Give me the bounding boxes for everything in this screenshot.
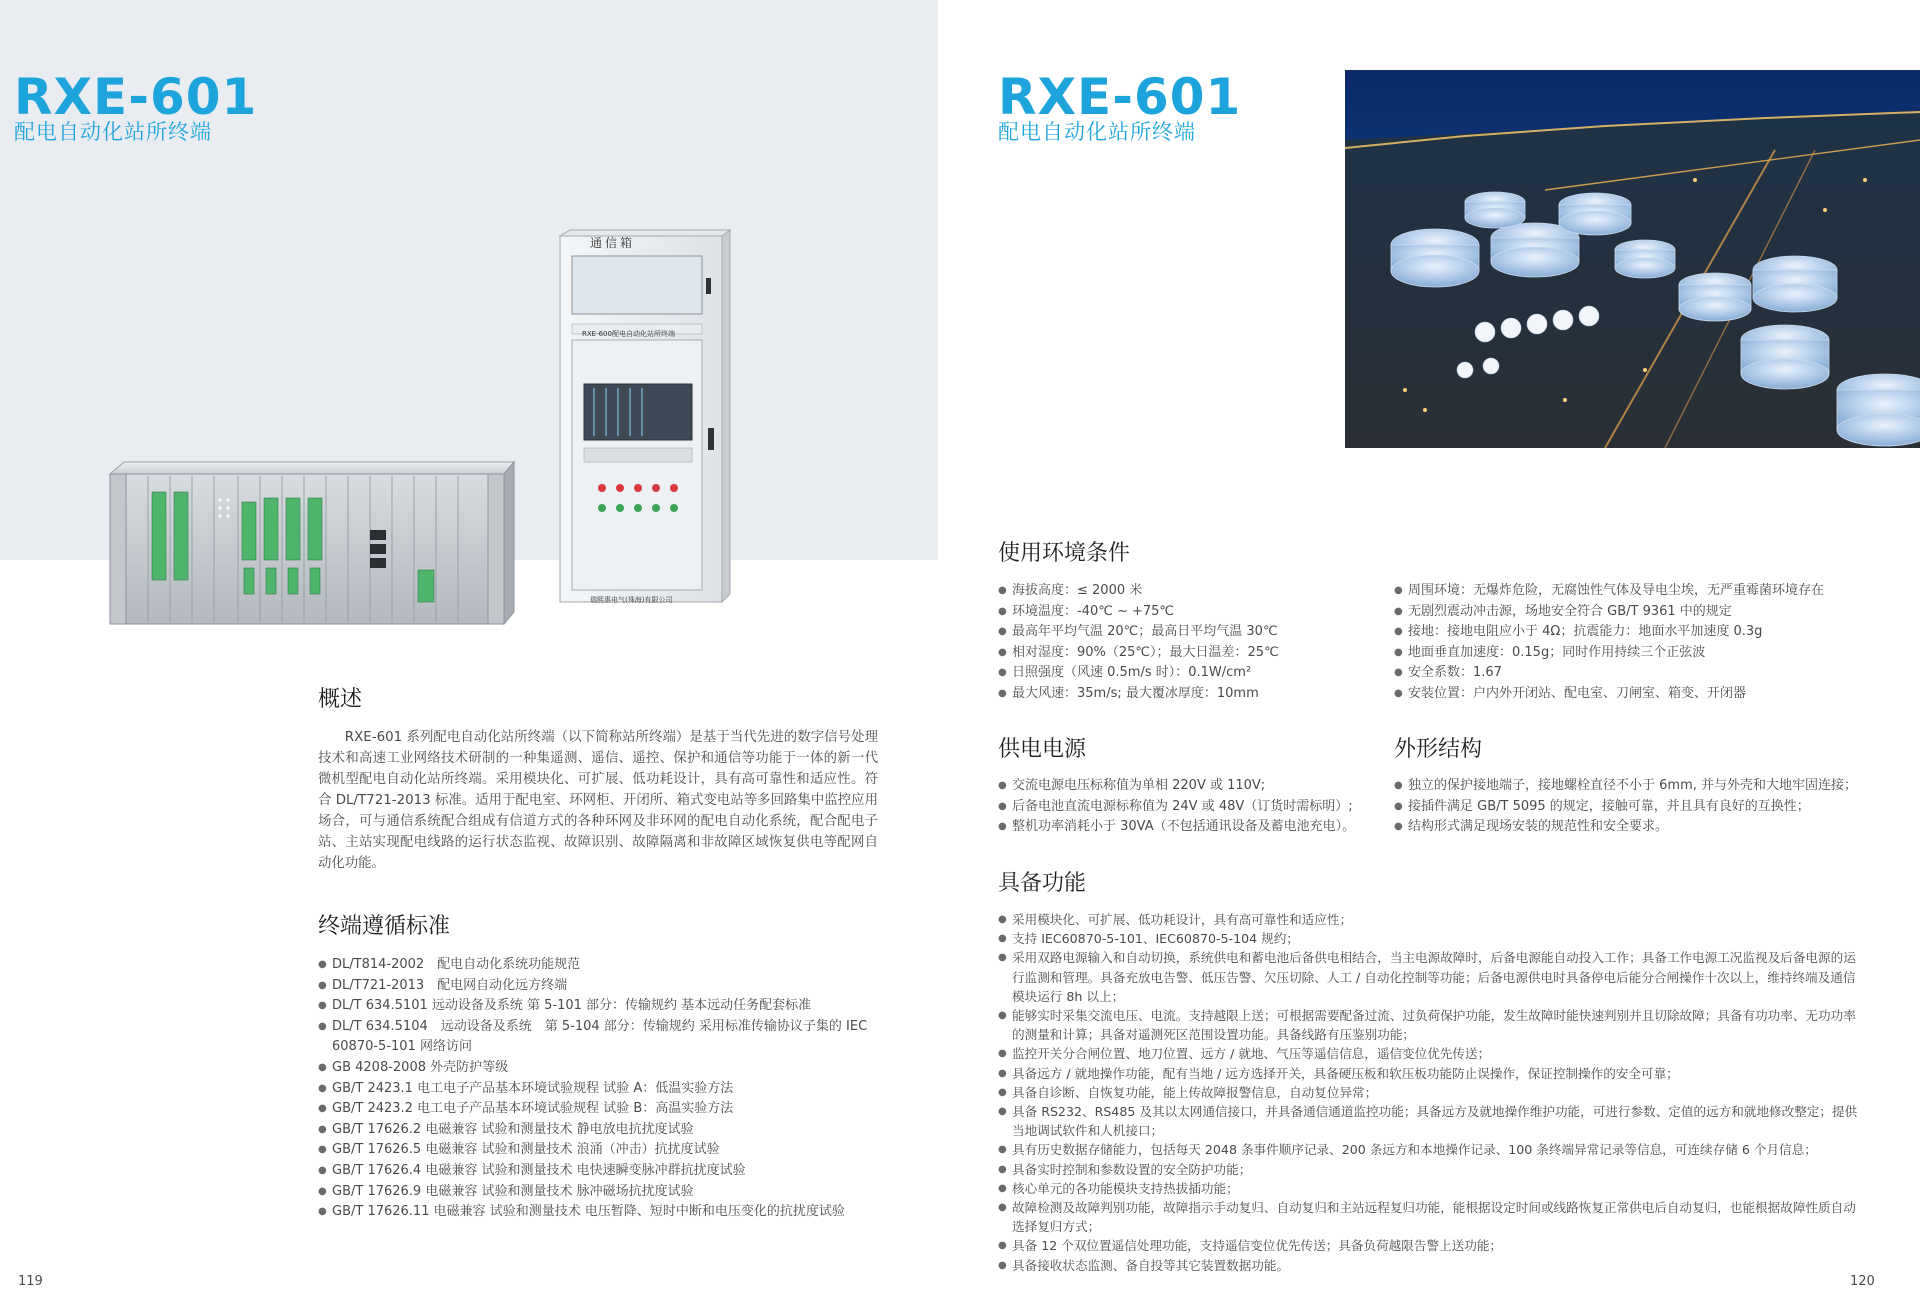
functions-item: ● 核心单元的各功能模块支持热拔插功能；: [998, 1179, 1864, 1198]
standards-heading: 终端遵循标准: [318, 914, 451, 939]
right-subtitle: 配电自动化站所终端: [998, 120, 1196, 144]
standards-item: ● GB/T 17626.2 电磁兼容 试验和测量技术 静电放电抗扰度试验: [318, 1120, 888, 1141]
cabinet-panel-label: RXE-600配电自动化站所终端: [582, 330, 675, 338]
left-subtitle: 配电自动化站所终端: [14, 120, 212, 144]
standards-item: ● DL/T721-2013 配电网自动化远方终端: [318, 976, 888, 997]
standards-item: ● DL/T 634.5101 远动设备及系统 第 5-101 部分：传输规约 基本远动任务配套标准: [318, 996, 888, 1017]
standards-item: ● GB/T 17626.4 电磁兼容 试验和测量技术 电快速瞬变脉冲群抗扰度试验: [318, 1161, 888, 1182]
standards-item: ● GB/T 17626.11 电磁兼容 试验和测量技术 电压暂降、短时中断和电压变化的抗扰度试验: [318, 1202, 888, 1223]
environment-list-left: [998, 581, 1378, 705]
environment-item: ● 最大风速：35m/s; 最大覆冰厚度：10mm: [998, 684, 1378, 705]
power-list: [998, 776, 1388, 838]
environment-item: ● 日照强度（风速 0.5m/s 时）：0.1W/cm²: [998, 663, 1378, 684]
standards-item: ● GB/T 2423.1 电工电子产品基本环境试验规程 试验 A：低温实验方法: [318, 1079, 888, 1100]
power-item: ● 交流电源电压标称值为单相 220V 或 110V;: [998, 776, 1388, 797]
structure-item: ● 结构形式满足现场安装的规范性和安全要求。: [1394, 817, 1894, 838]
structure-item: ● 独立的保护接地端子，接地螺栓直径不小于 6mm, 并与外壳和大地牢固连接；: [1394, 776, 1894, 797]
environment-item: ● 无剧烈震动冲击源，场地安全符合 GB/T 9361 中的规定: [1394, 602, 1894, 623]
environment-item: ● 地面垂直加速度：0.15g；同时作用持续三个正弦波: [1394, 643, 1894, 664]
functions-item: ● 采用模块化、可扩展、低功耗设计，具有高可靠性和适应性；: [998, 910, 1864, 929]
functions-item: ● 具有历史数据存储能力，包括每天 2048 条事件顺序记录、200 条远方和本地操作记录、100 条终端异常记录等信息，可连续存储 6 个月信息；: [998, 1140, 1864, 1159]
functions-item: ● 具备接收状态监测、备自投等其它装置数据功能。: [998, 1256, 1864, 1275]
functions-heading: 具备功能: [998, 871, 1087, 896]
standards-item: ● GB/T 17626.9 电磁兼容 试验和测量技术 脉冲磁场抗扰度试验: [318, 1182, 888, 1203]
left-page-number: 119: [18, 1274, 43, 1289]
standards-item: ● GB 4208-2008 外壳防护等级: [318, 1058, 888, 1079]
overview-heading: 概述: [318, 687, 363, 712]
functions-item: ● 能够实时采集交流电压、电流。支持越限上送；可根据需要配备过流、过负荷保护功能，发生故障时能快速判别并且切除故障；具备有功功率、无功功率的测量和计算；具备对遥测死区范围设置功能。具备线路有压鉴别功能；: [998, 1006, 1864, 1044]
cabinet-footer-label: 瑞熙惠电气(珠海)有限公司: [590, 596, 673, 604]
industrial-tank-farm-photo: [1345, 70, 1920, 448]
structure-item: ● 接插件满足 GB/T 5095 的规定，接触可靠，并且具有良好的互换性；: [1394, 797, 1894, 818]
environment-item: ● 周围环境：无爆炸危险，无腐蚀性气体及导电尘埃，无严重霉菌环境存在: [1394, 581, 1894, 602]
right-model-title: RXE-601: [998, 68, 1242, 126]
functions-list: [998, 910, 1864, 1275]
environment-item: ● 环境温度：-40℃ ~ +75℃: [998, 602, 1378, 623]
environment-item: ● 安装位置：户内外开闭站、配电室、刀闸室、箱变、开闭器: [1394, 684, 1894, 705]
environment-heading: 使用环境条件: [998, 541, 1131, 566]
standards-item: ● GB/T 2423.2 电工电子产品基本环境试验规程 试验 B：高温实验方法: [318, 1099, 888, 1120]
standards-item: ● DL/T814-2002 配电自动化系统功能规范: [318, 955, 888, 976]
environment-item: ● 接地：接地电阻应小于 4Ω；抗震能力：地面水平加速度 0.3g: [1394, 622, 1894, 643]
functions-item: ● 具备 RS232、RS485 及其以太网通信接口，并具备通信通道监控功能；具备远方及就地操作维护功能，可进行参数、定值的远方和就地修改整定；提供当地调试软件和人机接口；: [998, 1102, 1864, 1140]
standards-item: ● DL/T 634.5104 远动设备及系统 第 5-104 部分：传输规约 采用标准传输协议子集的 IEC 60870-5-101 网络访问: [318, 1017, 888, 1058]
standards-list: [318, 955, 888, 1223]
power-heading: 供电电源: [998, 737, 1087, 762]
cabinet-top-label: 通信箱: [590, 236, 636, 250]
structure-list: [1394, 776, 1894, 838]
environment-item: ● 安全系数：1.67: [1394, 663, 1894, 684]
communication-cabinet-image: [558, 228, 748, 610]
structure-heading: 外形结构: [1394, 737, 1483, 762]
power-item: ● 后备电池直流电源标称值为 24V 或 48V（订货时需标明）;: [998, 797, 1388, 818]
functions-item: ● 具备远方 / 就地操作功能，配有当地 / 远方选择开关，具备硬压板和软压板功能防止误操作，保证控制操作的安全可靠；: [998, 1064, 1864, 1083]
right-page-number: 120: [1850, 1274, 1875, 1289]
functions-item: ● 具备 12 个双位置遥信处理功能，支持遥信变位优先传送；具备负荷越限告警上送功能；: [998, 1236, 1864, 1255]
environment-item: ● 海拔高度：≤ 2000 米: [998, 581, 1378, 602]
overview-paragraph: RXE-601 系列配电自动化站所终端（以下简称站所终端）是基于当代先进的数字信号处理技术和高速工业网络技术研制的一种集遥测、遥信、遥控、保护和通信等功能于一体的新一代微机型配电自动化站所终端。采用模块化、可扩展、低功耗设计，具有高可靠性和适应性。符合 DL/T721-2013 标准。适用于配电室、环网柜、开闭所、箱式变电站等多回路集中监控应用场合，可与通信系统配合组成有信道方式的各种环网及非环网的配电自动化系统，配合配电子站、主站实现配电线路的运行状态监视、故障识别、故障隔离和非故障区域恢复供电等配网自动化功能。: [318, 730, 878, 871]
environment-item: ● 最高年平均气温 20℃；最高日平均气温 30℃: [998, 622, 1378, 643]
functions-item: ● 监控开关分合闸位置、地刀位置、远方 / 就地、气压等遥信信息，遥信变位优先传送；: [998, 1044, 1864, 1063]
standards-item: ● GB/T 17626.5 电磁兼容 试验和测量技术 浪涌（冲击）抗扰度试验: [318, 1140, 888, 1161]
environment-item: ● 相对湿度：90%（25℃）；最大日温差：25℃: [998, 643, 1378, 664]
rack-terminal-unit-image: [104, 460, 524, 640]
environment-list-right: [1394, 581, 1894, 705]
functions-item: ● 采用双路电源输入和自动切换，系统供电和蓄电池后备供电相结合，当主电源故障时，后备电源能自动投入工作；具备工作电源工况监视及后备电源的运行监测和管理。具备充放电告警、低压告警、欠压切除、人工 / 自动化控制等功能；后备电源供电时具备停电后能分合闸操作十次以上，维持终端及通信模块运行 8h 以上；: [998, 948, 1864, 1006]
functions-item: ● 具备自诊断、自恢复功能，能上传故障报警信息，自动复位异常；: [998, 1083, 1864, 1102]
functions-item: ● 具备实时控制和参数设置的安全防护功能；: [998, 1160, 1864, 1179]
functions-item: ● 支持 IEC60870-5-101、IEC60870-5-104 规约；: [998, 929, 1864, 948]
power-item: ● 整机功率消耗小于 30VA（不包括通讯设备及蓄电池充电）。: [998, 817, 1388, 838]
functions-item: ● 故障检测及故障判别功能，故障指示手动复归、自动复归和主站远程复归功能，能根据设定时间或线路恢复正常供电后自动复归，也能根据故障性质自动选择复归方式；: [998, 1198, 1864, 1236]
left-model-title: RXE-601: [14, 68, 258, 126]
